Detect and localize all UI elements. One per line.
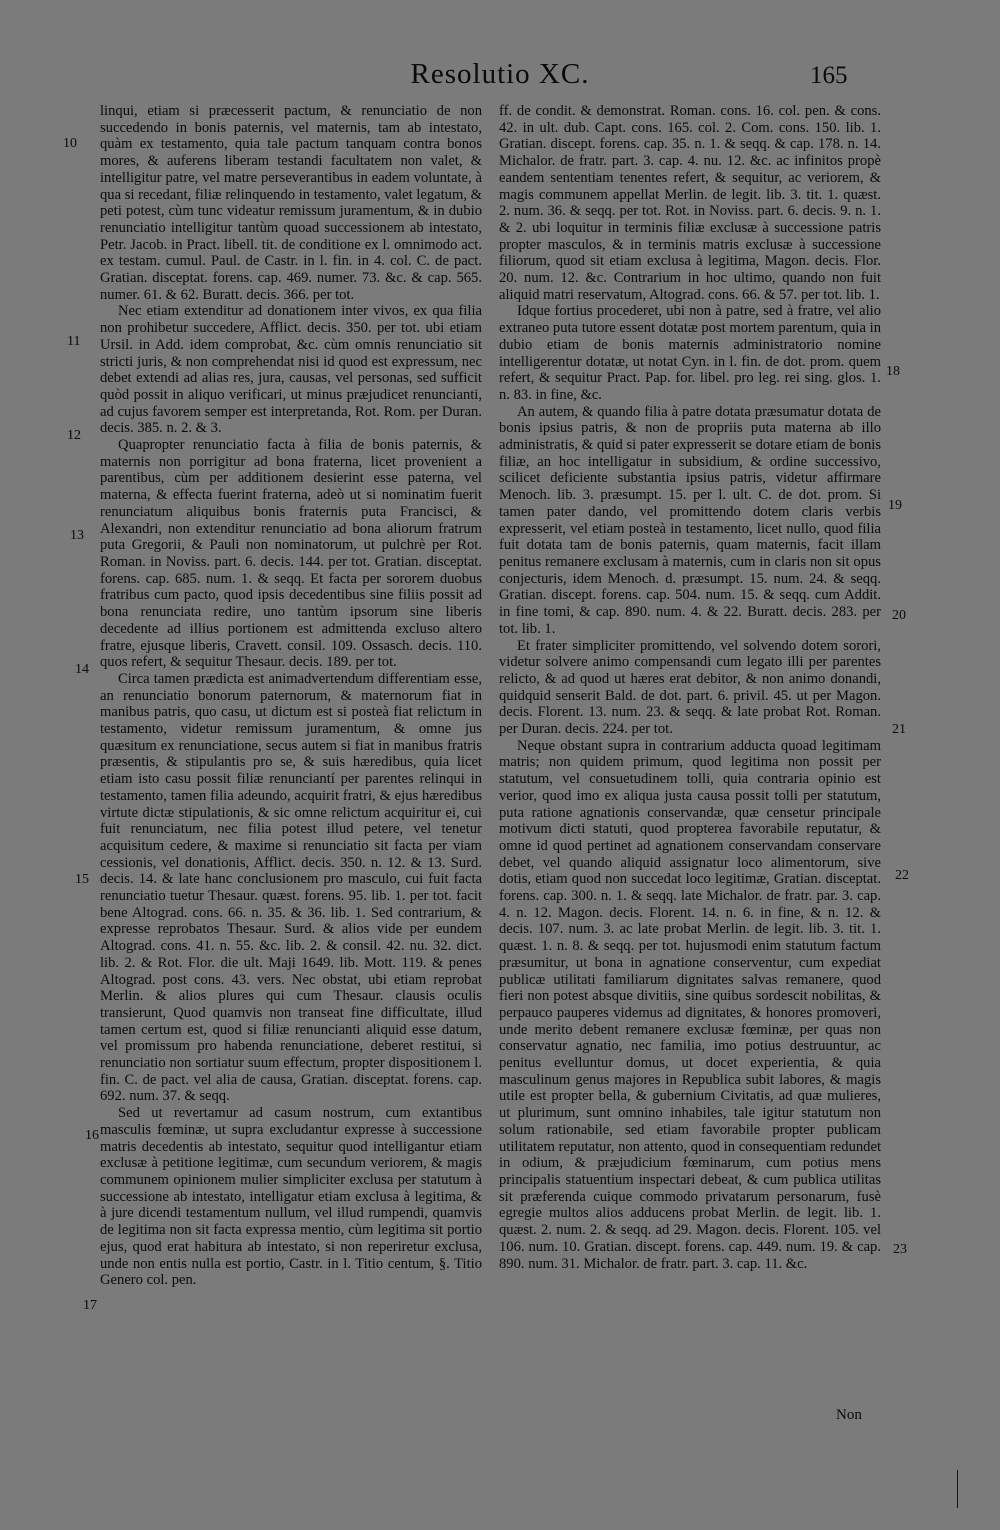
margin-number: 23	[893, 1242, 907, 1257]
margin-number: 17	[83, 1298, 97, 1313]
paragraph: Sed ut revertamur ad casum nostrum, cum extantibus masculis fœminæ, ut supra excludantur expresse à successione matris decedentis ab intestato, sequitur quod intelligantur etiam exclusæ à petitione legitimæ, cum secundum veriorem, & magis communem opinionem mulier simpliciter exclusa per statutum à successione ab intestato, intelligatur etiam exclusa à legitima, & à jure dicendi testamentum nullum, vel illud rumpendi, quamvis de legitima non sit facta expressa mentio, cùm legitima sit portio ejus, quod erat habitura ab intestato, si non reperiretur exclusa, unde non entis nulla est portio, Castr. in l. Titio centum, §. Titio Genero col. pen.	[100, 1105, 482, 1289]
margin-number: 19	[888, 498, 902, 513]
paragraph: An autem, & quando filia à patre dotata præsumatur dotata de bonis ipsius patris, & non de propriis puta materna ab illo administratis, & quid si pater expresserit se dotare etiam de bonis filiæ, an hoc intelligatur in subsidium, & ordine successivo, scilicet deficiente substantia ipsius patris, videtur affirmare Menoch. lib. 3. præsumpt. 15. per l. ult. C. de dot. prom. Si tamen pater dando, vel promittendo dotem claris verbis expresserit, vel etiam posteà in testamento, licet nullo, quod filia fuit dotata tam de bonis paternis, quam maternis, facit illam penitus remanere exclusam à maternis, cum in claris non sit opus conjecturis, idem Menoch. d. præsumpt. 15. num. 24. & seqq. Gratian. discept. forens. cap. 504. num. 15. & seqq. cum Addit. in fine tomi, & cap. 890. num. 4. & 22. Buratt. decis. 283. per tot. lib. 1.	[499, 403, 881, 637]
catchword: Non	[836, 1407, 862, 1423]
margin-number: 14	[75, 662, 89, 677]
margin-number: 18	[886, 364, 900, 379]
running-title: Resolutio XC.	[410, 58, 590, 90]
margin-number: 13	[70, 528, 84, 543]
margin-number: 21	[892, 722, 906, 737]
paragraph: Nec etiam extenditur ad donationem inter vivos, ex qua filia non prohibetur succedere, Afflict. decis. 350. per tot. ubi etiam Ursil. in Add. idem comprobat, &c. cùm omnis renunciatio sit stricti juris, & non comprehendat nisi id quod est expressum, nec debet extendi ad alias res, jura, causas, vel personas, sed sufficit quòd possit in aliquo verificari, ut minus præjudicet renuncianti, ad cujus favorem semper est interpretanda, Rot. Rom. per Duran. decis. 385. n. 2. & 3.	[100, 303, 482, 437]
paragraph: Neque obstant supra in contrarium adducta quoad legitimam matris; non quidem primum, quod legitima non possit per statutum, vel consuetudinem tolli, quia contraria opinio est verior, quod imo ex aliqua justa causa possit tolli per statutum, puta ratione agnationis conservandæ, quæ censetur principale motivum dicti statuti, quod propterea favorabile reputatur, & omne id quod pertinet ad agnationem conservandam conservare debet, vel quando aliquid assignatur loco alimentorum, sive dotis, etiam quod non succedat loco legitimæ, Gratian. disceptat. forens. cap. 300. n. 1. & seqq. late Michalor. de fratr. par. 3. cap. 4. n. 12. Magon. decis. Florent. 14. n. 6. in fine, & n. 12. & decis. 107. num. 3. ac late probat Merlin. de legit. lib. 3. tit. 1. quæst. 1. n. 8. & seqq. per tot. hujusmodi enim statutum factum præsumitur, ut bona in agnatione conserventur, cum expediat publicæ utilitati familiarum dignitates salvas remanere, quod fieri non potest absque divitiis, sine quibus sordescit nobilitas, & perpauco pauperes videmus ad dignitates, & honores promoveri, unde merito debent remanere exclusæ fœminæ, per quas non conservatur agnatio, nec familia, imo potius destruuntur, ac penitus evelluntur domus, ut docet experientia, & quia masculinum genus majores in Republica subit labores, & magis utile est propter bella, & gubernium Civitatis, ad quæ mulieres, ut plurimum, sunt omnino inhabiles, tale igitur statutum non solum rationabile, sed etiam favorabile propter publicam utilitatem reputatur, non attento, quod in consequentiam redundet in odium, & præjudicium fœminarum, cum potius mens principalis statuentium inspectari debeat, & cum publica utilitas sit præferenda cuique commodo privatarum personarum, fusè egregie multos alios adducens probat Merlin. de legit. lib. 1. quæst. 2. num. 2. & seqq. ad 29. Magon. decis. Florent. 105. vel 106. num. 10. Gratian. discept. forens. cap. 449. num. 19. & cap. 890. num. 31. Michalor. de fratr. part. 3. cap. 11. &c.	[499, 737, 881, 1272]
right-text-column	[499, 103, 881, 1272]
margin-number: 10	[63, 136, 77, 151]
paragraph: Quapropter renunciatio facta à filia de bonis paternis, & maternis non porrigitur ad bona fraterna, licet provenient a parentibus, cùm per additionem desierint esse paterna, vel materna, & effecta fuerint fraterna, adeò ut si nominatim fuerit renunciatum aliquibus bonis fraternis puta Francisci, & Alexandri, non extenditur renunciatio ad bona aliorum fratrum puta Gregorii, & Pauli non nominatorum, ut pulchrè per Rot. Roman. in Noviss. part. 6. decis. 144. per tot. Gratian. disceptat. forens. cap. 685. num. 1. & seqq. Et facta per sororem duobus fratribus cum pacto, quod ipsis decedentibus sine filiis possit ad bona renunciata redire, uno tantùm ipsorum sine liberis decedente ad illius portionem est admittenda excluso altero fratre, ejusque liberis, Cravett. consil. 109. Ossasch. decis. 110. quos refert, & sequitur Thesaur. decis. 189. per tot.	[100, 437, 482, 671]
paragraph: Et frater simpliciter promittendo, vel solvendo dotem sorori, videtur solvere animo compensandi cum legato illi per parentes relicto, & ad quod ut hæres erat debitor, & non animo donandi, quidquid senserit Bald. de dot. part. 6. privil. 45. ut per Magon. decis. Florent. 13. num. 23. & seqq. & late probat Rot. Roman. per Duran. decis. 224. per tot.	[499, 637, 881, 738]
paragraph: ff. de condit. & demonstrat. Roman. cons. 16. col. pen. & cons. 42. in ult. dub. Capt. cons. 165. col. 2. Com. cons. 150. lib. 1. Gratian. discept. forens. cap. 35. n. 1. & seqq. & cap. 178. n. 14. Michalor. de fratr. part. 3. cap. 4. nu. 12. &c. ac infinitos propè eandem sententiam tenentes refert, & sequitur, ac veriorem, & magis communem appellat Merlin. de legit. lib. 3. tit. 1. quæst. 2. num. 36. & seqq. per tot. Rot. in Noviss. part. 6. decis. 9. n. 1. & 2. ubi loquitur in terminis filiæ exclusæ à successione patris propter masculos, & in terminis matris exclusæ à successione filiorum, quod sit etiam exclusa à legitima, Magon. decis. Flor. 20. num. 12. &c. Contrarium in hoc ultimo, quando non fuit aliquid matri reservatum, Altograd. cons. 66. & 57. per tot. lib. 1.	[499, 103, 881, 303]
paragraph: Idque fortius procederet, ubi non à patre, sed à fratre, vel alio extraneo puta tutore essent dotatæ post mortem parentum, quia in dubio etiam de bonis maternis administratorio nomine intelligerentur dotatæ, ut notat Cyn. in l. fin. de dot. prom. quem refert, & sequitur Pract. Pap. for. libel. pro leg. rei sing. glos. 1. n. 83. in fine, &c.	[499, 303, 881, 403]
page-number: 165	[810, 62, 848, 89]
left-text-column	[100, 103, 482, 1289]
margin-number: 15	[75, 872, 89, 887]
paragraph: Circa tamen prædicta est animadvertendum differentiam esse, an renunciatio bonorum paternorum, & maternorum fiat in manibus patris, quo casu, ut dictum est si posteà fiat relictum in testamento, videtur remissum juramentum, & omne jus quæsitum ex renunciatione, secus autem si fiat in manibus fratris præsentis, & stipulantis pro se, & suis hæredibus, quia licet etiam isto casu possit filiæ renunciantí per parentes relinqui in testamento, tamen filia adeundo, acquirit fratri, & ejus hæredibus virtute dictæ stipulationis, & sic omne relictum acquiritur ei, cui fuit renunciatum, nec filia potest illud petere, vel tenetur acquisitum cedere, & maxime si renunciatio sit facta per viam cessionis, vel donationis, Afflict. decis. 350. n. 12. & 13. Surd. decis. 14. & late hanc conclusionem pro masculo, cui fuit facta renunciatio tuetur Thesaur. quæst. forens. 95. lib. 1. per tot. facit bene Altograd. cons. 66. n. 35. & 36. lib. 1. Sed contrarium, & expresse reprobatos Thesaur. Surd. & alios vide per eundem Altograd. cons. 41. n. 55. &c. lib. 2. & consil. 42. nu. 32. dict. lib. 2. & Rot. Flor. die ult. Maji 1649. lib. Mott. 119. & penes Altograd. post cons. 43. vers. Nec obstat, ubi etiam reprobat Merlin. & alios plures qui cum Thesaur. clausis oculis transierunt, Quod quamvis non transeat fine difficultate, illud tamen certum est, quod si filiæ renuncianti aliquid esse datum, vel promissum pro habenda renunciatione, deberet restitui, si renunciatio non sortiatur suum effectum, propter dispositionem l. fin. C. de pact. vel alia de causa, Gratian. disceptat. forens. cap. 692. num. 37. & seqq.	[100, 670, 482, 1105]
paragraph: linqui, etiam si præcesserit pactum, & renunciatio de non succedendo in bonis paternis, vel maternis, tam ab intestato, quàm ex testamento, quia tale pactum tanquam contra bonos mores, & auferens liberam testandi facultatem non valet, & intelligitur patre, vel matre perseverantibus in eadem voluntate, à qua si recedant, filiæ relinquendo in testamento, valet legatum, & peti potest, cùm tunc videatur remissum juramentum, & in dubio renunciatio intelligitur tantùm quoad successionem ab intestato, Petr. Jacob. in Pract. libell. tit. de conditione ex l. omnimodo act. ex testam. cumul. Paul. de Castr. in l. fin. in 4. col. C. de pact. Gratian. disceptat. forens. cap. 469. numer. 73. &c. & cap. 565. numer. 61. & 62. Buratt. decis. 366. per tot.	[100, 103, 482, 303]
margin-number: 16	[85, 1128, 99, 1143]
margin-number: 22	[895, 868, 909, 883]
margin-number: 20	[892, 608, 906, 623]
margin-number: 11	[67, 334, 81, 349]
margin-number: 12	[67, 428, 81, 443]
page-edge-mark	[957, 1470, 958, 1508]
